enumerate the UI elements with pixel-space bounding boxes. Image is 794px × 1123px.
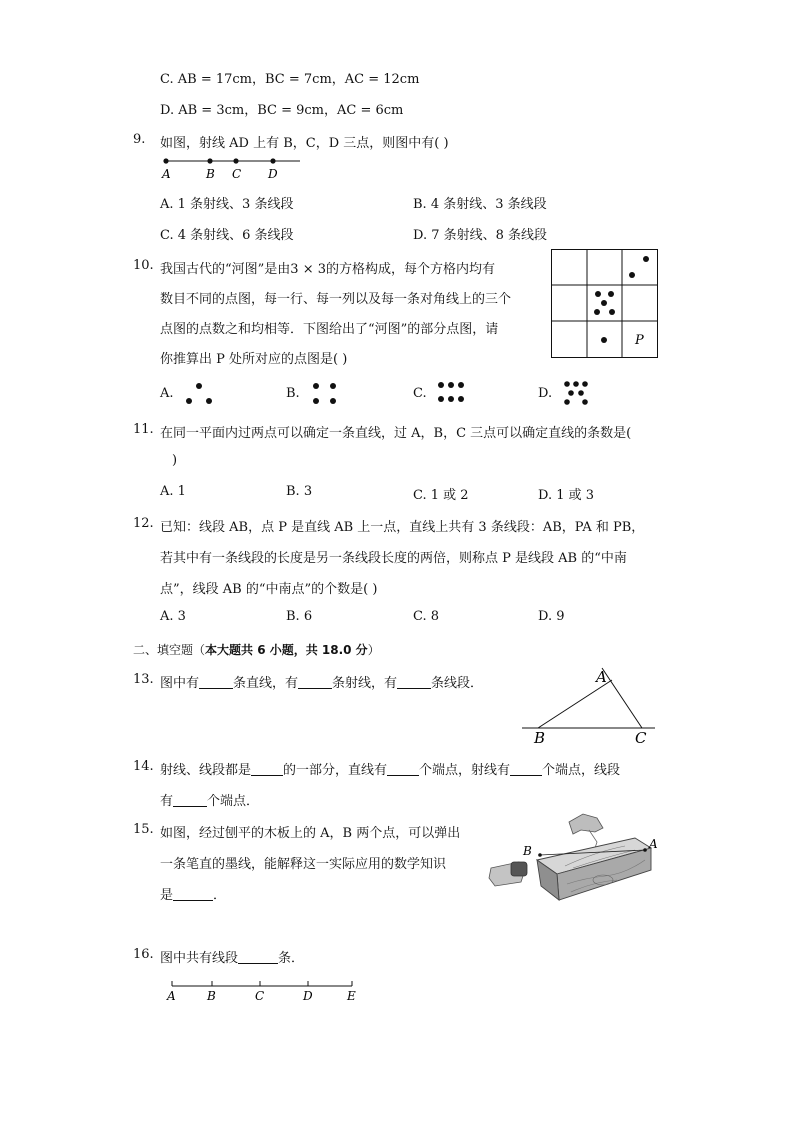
q10-grid-label-p: P [635, 333, 644, 348]
q14-text-3: 个端点，射线有 [419, 763, 511, 778]
q9-number: 9. [133, 132, 146, 147]
q16-stem [160, 947, 304, 966]
q15-line-3 [160, 884, 226, 903]
q12-option-a: A. 3 [160, 609, 186, 624]
q14-blank-3[interactable] [510, 763, 542, 776]
q14-text-1: 射线、线段都是 [160, 763, 252, 778]
q13-blank-2[interactable] [298, 676, 332, 689]
q14-text-6: 个端点． [207, 794, 260, 809]
q14-line-2 [160, 790, 259, 809]
q9-label-d: D [268, 167, 278, 181]
q15-text-2: ． [213, 888, 227, 903]
q12-line-3: 点”，线段 AB 的“中南点”的个数是( ) [160, 582, 378, 597]
q9-label-c: C [232, 167, 242, 181]
q14-number: 14. [133, 759, 154, 774]
q10-option-b-dots [311, 381, 341, 407]
q15-blank-1[interactable] [173, 888, 213, 901]
q15-number: 15. [133, 822, 154, 837]
q10-option-a-dots [184, 381, 214, 407]
q10-option-c-label: C. [413, 386, 427, 401]
q15-line-2: 一条笔直的墨线，能解释这一实际应用的数学知识 [160, 857, 447, 872]
q13-text-1: 图中有 [160, 676, 200, 691]
q11-option-a: A. 1 [160, 484, 186, 499]
q14-blank-2[interactable] [387, 763, 419, 776]
q14-blank-1[interactable] [251, 763, 283, 776]
q16-label-b: B [207, 989, 216, 1003]
q9-option-d: D. 7 条射线、8 条线段 [413, 228, 548, 243]
q10-line-4: 你推算出 P 处所对应的点图是( ) [160, 352, 348, 367]
q13-blank-1[interactable] [199, 676, 233, 689]
q16-blank-1[interactable] [238, 951, 278, 964]
q10-option-d-dots [561, 380, 591, 408]
q12-line-2: 若其中有一条线段的长度是另一条线段长度的两倍，则称点 P 是线段 AB 的“中南 [160, 551, 627, 566]
q10-option-a-label: A. [160, 386, 174, 401]
q11-number: 11. [133, 422, 154, 437]
q9-label-a: A [162, 167, 171, 181]
q13-stem [160, 672, 483, 691]
q10-option-c-dots [436, 380, 466, 406]
q13-label-a: A [596, 668, 607, 686]
q10-hetu-grid [551, 249, 659, 359]
q16-label-e: E [347, 989, 356, 1003]
q12-option-b: B. 6 [286, 609, 313, 624]
q10-line-3: 点图的点数之和均相等．下图给出了“河图”的部分点图，请 [160, 322, 499, 337]
q16-number: 16. [133, 947, 154, 962]
q16-segment-figure [160, 978, 370, 1008]
q11-line-1: 在同一平面内过两点可以确定一条直线，过 A，B，C 三点可以确定直线的条数是( [160, 426, 632, 441]
q9-label-b: B [206, 167, 215, 181]
q13-number: 13. [133, 672, 154, 687]
q9-option-b: B. 4 条射线、3 条线段 [413, 197, 547, 212]
q10-line-2: 数目不同的点图，每一行、每一列以及每一条对角线上的三个 [160, 292, 512, 307]
q12-number: 12. [133, 516, 154, 531]
section-heading [133, 641, 380, 658]
q11-line-2: ) [172, 453, 178, 468]
q16-text-2: 条． [278, 951, 305, 966]
q8-option-d: D. AB = 3cm，BC = 9cm，AC = 6cm [160, 103, 404, 118]
q14-text-2: 的一部分，直线有 [283, 763, 388, 778]
q8-option-c: C. AB = 17cm，BC = 7cm，AC = 12cm [160, 72, 420, 87]
q14-text-5: 有 [160, 794, 174, 809]
q12-option-c: C. 8 [413, 609, 440, 624]
q15-text-1: 是 [160, 888, 174, 903]
section-suffix: ） [367, 643, 380, 657]
q15-line-1: 如图，经过刨平的木板上的 A，B 两个点，可以弹出 [160, 826, 461, 841]
q11-option-b: B. 3 [286, 484, 313, 499]
section-detail: 本大题共 6 小题，共 18.0 分 [205, 643, 368, 657]
section-prefix: 二、填空题（ [133, 643, 206, 657]
q11-option-c: C. 1 或 2 [413, 488, 469, 503]
q11-option-d: D. 1 或 3 [538, 488, 595, 503]
q15-label-a: A [649, 837, 658, 851]
q10-option-d-label: D. [538, 386, 553, 401]
q13-label-c: C [635, 729, 647, 747]
q13-text-3: 条射线，有 [332, 676, 398, 691]
q10-number: 10. [133, 258, 154, 273]
q13-triangle-figure [520, 666, 660, 746]
q15-label-b: B [523, 844, 532, 858]
q9-stem: 如图，射线 AD 上有 B，C，D 三点，则图中有( ) [160, 136, 449, 151]
q9-option-a: A. 1 条射线、3 条线段 [160, 197, 294, 212]
q16-label-d: D [303, 989, 313, 1003]
q9-option-c: C. 4 条射线、6 条线段 [160, 228, 294, 243]
q13-blank-3[interactable] [397, 676, 431, 689]
q14-text-4: 个端点，线段 [542, 763, 621, 778]
q12-line-1: 已知：线段 AB，点 P 是直线 AB 上一点，直线上共有 3 条线段：AB，PA 和 PB， [160, 520, 645, 535]
q10-line-1: 我国古代的“河图”是由3 × 3的方格构成，每个方格内均有 [160, 262, 495, 277]
q14-line-1 [160, 759, 620, 778]
q12-option-d: D. 9 [538, 609, 565, 624]
q16-label-a: A [167, 989, 176, 1003]
q13-text-2: 条直线，有 [233, 676, 299, 691]
q13-text-4: 条线段． [431, 676, 484, 691]
q15-wood-board-illustration [485, 808, 665, 908]
q14-blank-4[interactable] [173, 794, 207, 807]
q13-label-b: B [534, 729, 546, 747]
q16-label-c: C [255, 989, 265, 1003]
q10-option-b-label: B. [286, 386, 300, 401]
q9-ray-figure [160, 152, 310, 182]
q16-text-1: 图中共有线段 [160, 951, 239, 966]
